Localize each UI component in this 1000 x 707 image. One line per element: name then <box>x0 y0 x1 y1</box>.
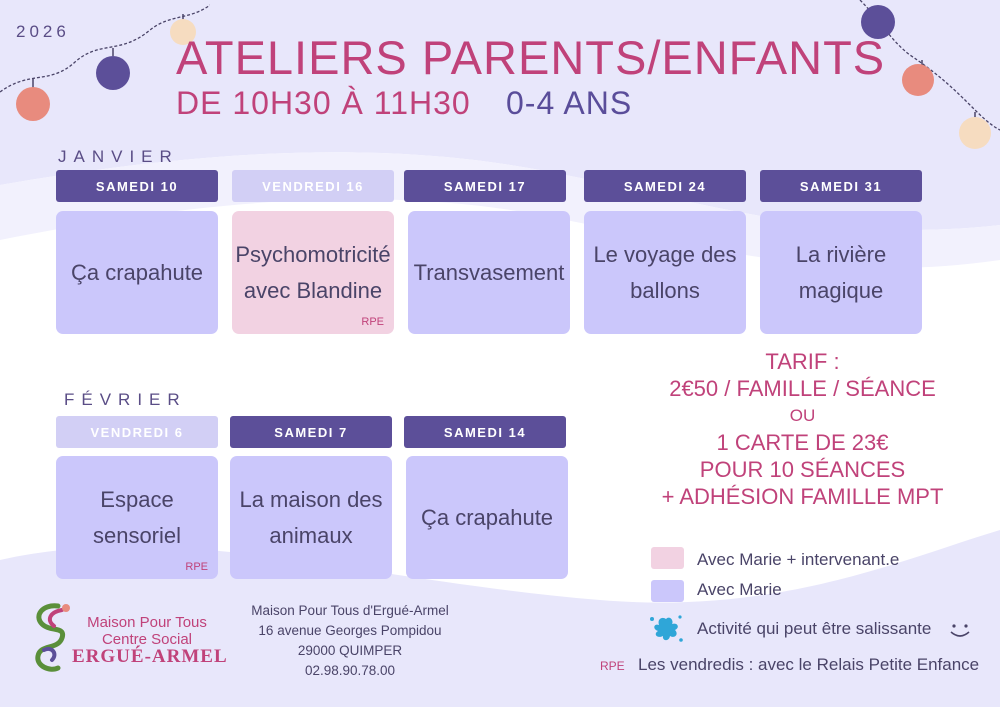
activity-card <box>760 211 922 334</box>
activity-name: Transvasement <box>413 259 565 285</box>
activity-name: Ça crapahute <box>420 504 554 530</box>
day-header: SAMEDI 31 <box>760 170 922 202</box>
activity-name: La maison des animaux <box>239 487 383 548</box>
address-line: 29000 QUIMPER <box>297 643 403 658</box>
activity-card <box>230 456 392 579</box>
activity-card <box>406 456 568 579</box>
paint-splash-icon <box>648 613 684 643</box>
logo-name: ERGUÉ-ARMEL <box>72 646 228 667</box>
phone-number: 02.98.90.78.00 <box>304 663 396 678</box>
tarif-line: 1 CARTE DE 23€ <box>716 430 889 455</box>
year-label: 2026 <box>16 22 70 41</box>
logo <box>72 614 228 667</box>
smiley-icon <box>948 620 972 640</box>
time-range: DE 10H30 À 11H30 <box>176 85 471 121</box>
legend-intervenant: Avec Marie + intervenant.e <box>697 550 900 569</box>
tarif-line: + ADHÉSION FAMILLE MPT <box>661 484 944 509</box>
day-header: SAMEDI 24 <box>584 170 746 202</box>
legend-messy: Activité qui peut être salissante <box>697 619 932 638</box>
activity-name: Ça crapahute <box>70 259 204 285</box>
activity-name: Le voyage des ballons <box>593 242 737 303</box>
day-header: SAMEDI 10 <box>56 170 218 202</box>
activity-name: Psychomotricité avec Blandine <box>235 242 391 303</box>
tarif-or: OU <box>789 406 816 425</box>
activity-card <box>232 211 394 334</box>
day-header: SAMEDI 14 <box>404 416 566 448</box>
logo-line: Centre Social <box>101 631 193 648</box>
activity-name: La rivière magique <box>795 242 887 303</box>
activity-card <box>584 211 746 334</box>
tarif-line: 2€50 / FAMILLE / SÉANCE <box>669 376 936 401</box>
tarif-heading: TARIF : <box>765 349 840 374</box>
legend-marie: Avec Marie <box>697 580 782 599</box>
activity-name: Espace sensoriel <box>92 487 182 548</box>
day-header: SAMEDI 7 <box>230 416 392 448</box>
activity-card <box>56 211 218 334</box>
logo-line: Maison Pour Tous <box>87 614 207 631</box>
activity-card <box>408 211 570 334</box>
day-header: VENDREDI 6 <box>56 416 218 448</box>
age-range: 0-4 ANS <box>506 85 633 121</box>
address-block <box>250 601 450 681</box>
address-line: Maison Pour Tous d'Ergué-Armel <box>251 603 449 618</box>
day-header: VENDREDI 16 <box>232 170 394 202</box>
rpe-badge: RPE <box>185 561 208 573</box>
address-line: 16 avenue Georges Pompidou <box>258 623 442 638</box>
day-header: SAMEDI 17 <box>404 170 566 202</box>
rpe-legend-tag: RPE <box>600 659 625 673</box>
tarif-block <box>620 348 985 510</box>
legend-swatch-pink <box>651 547 684 569</box>
tarif-line: POUR 10 SÉANCES <box>699 457 906 482</box>
month-label-january: JANVIER <box>58 147 179 166</box>
rpe-badge: RPE <box>361 316 384 328</box>
page-title: ATELIERS PARENTS/ENFANTS <box>176 31 886 84</box>
activity-card <box>56 456 218 579</box>
month-label-february: FÉVRIER <box>64 390 187 409</box>
legend-rpe: Les vendredis : avec le Relais Petite Enfance <box>638 655 980 674</box>
legend-swatch-purple <box>651 580 684 602</box>
